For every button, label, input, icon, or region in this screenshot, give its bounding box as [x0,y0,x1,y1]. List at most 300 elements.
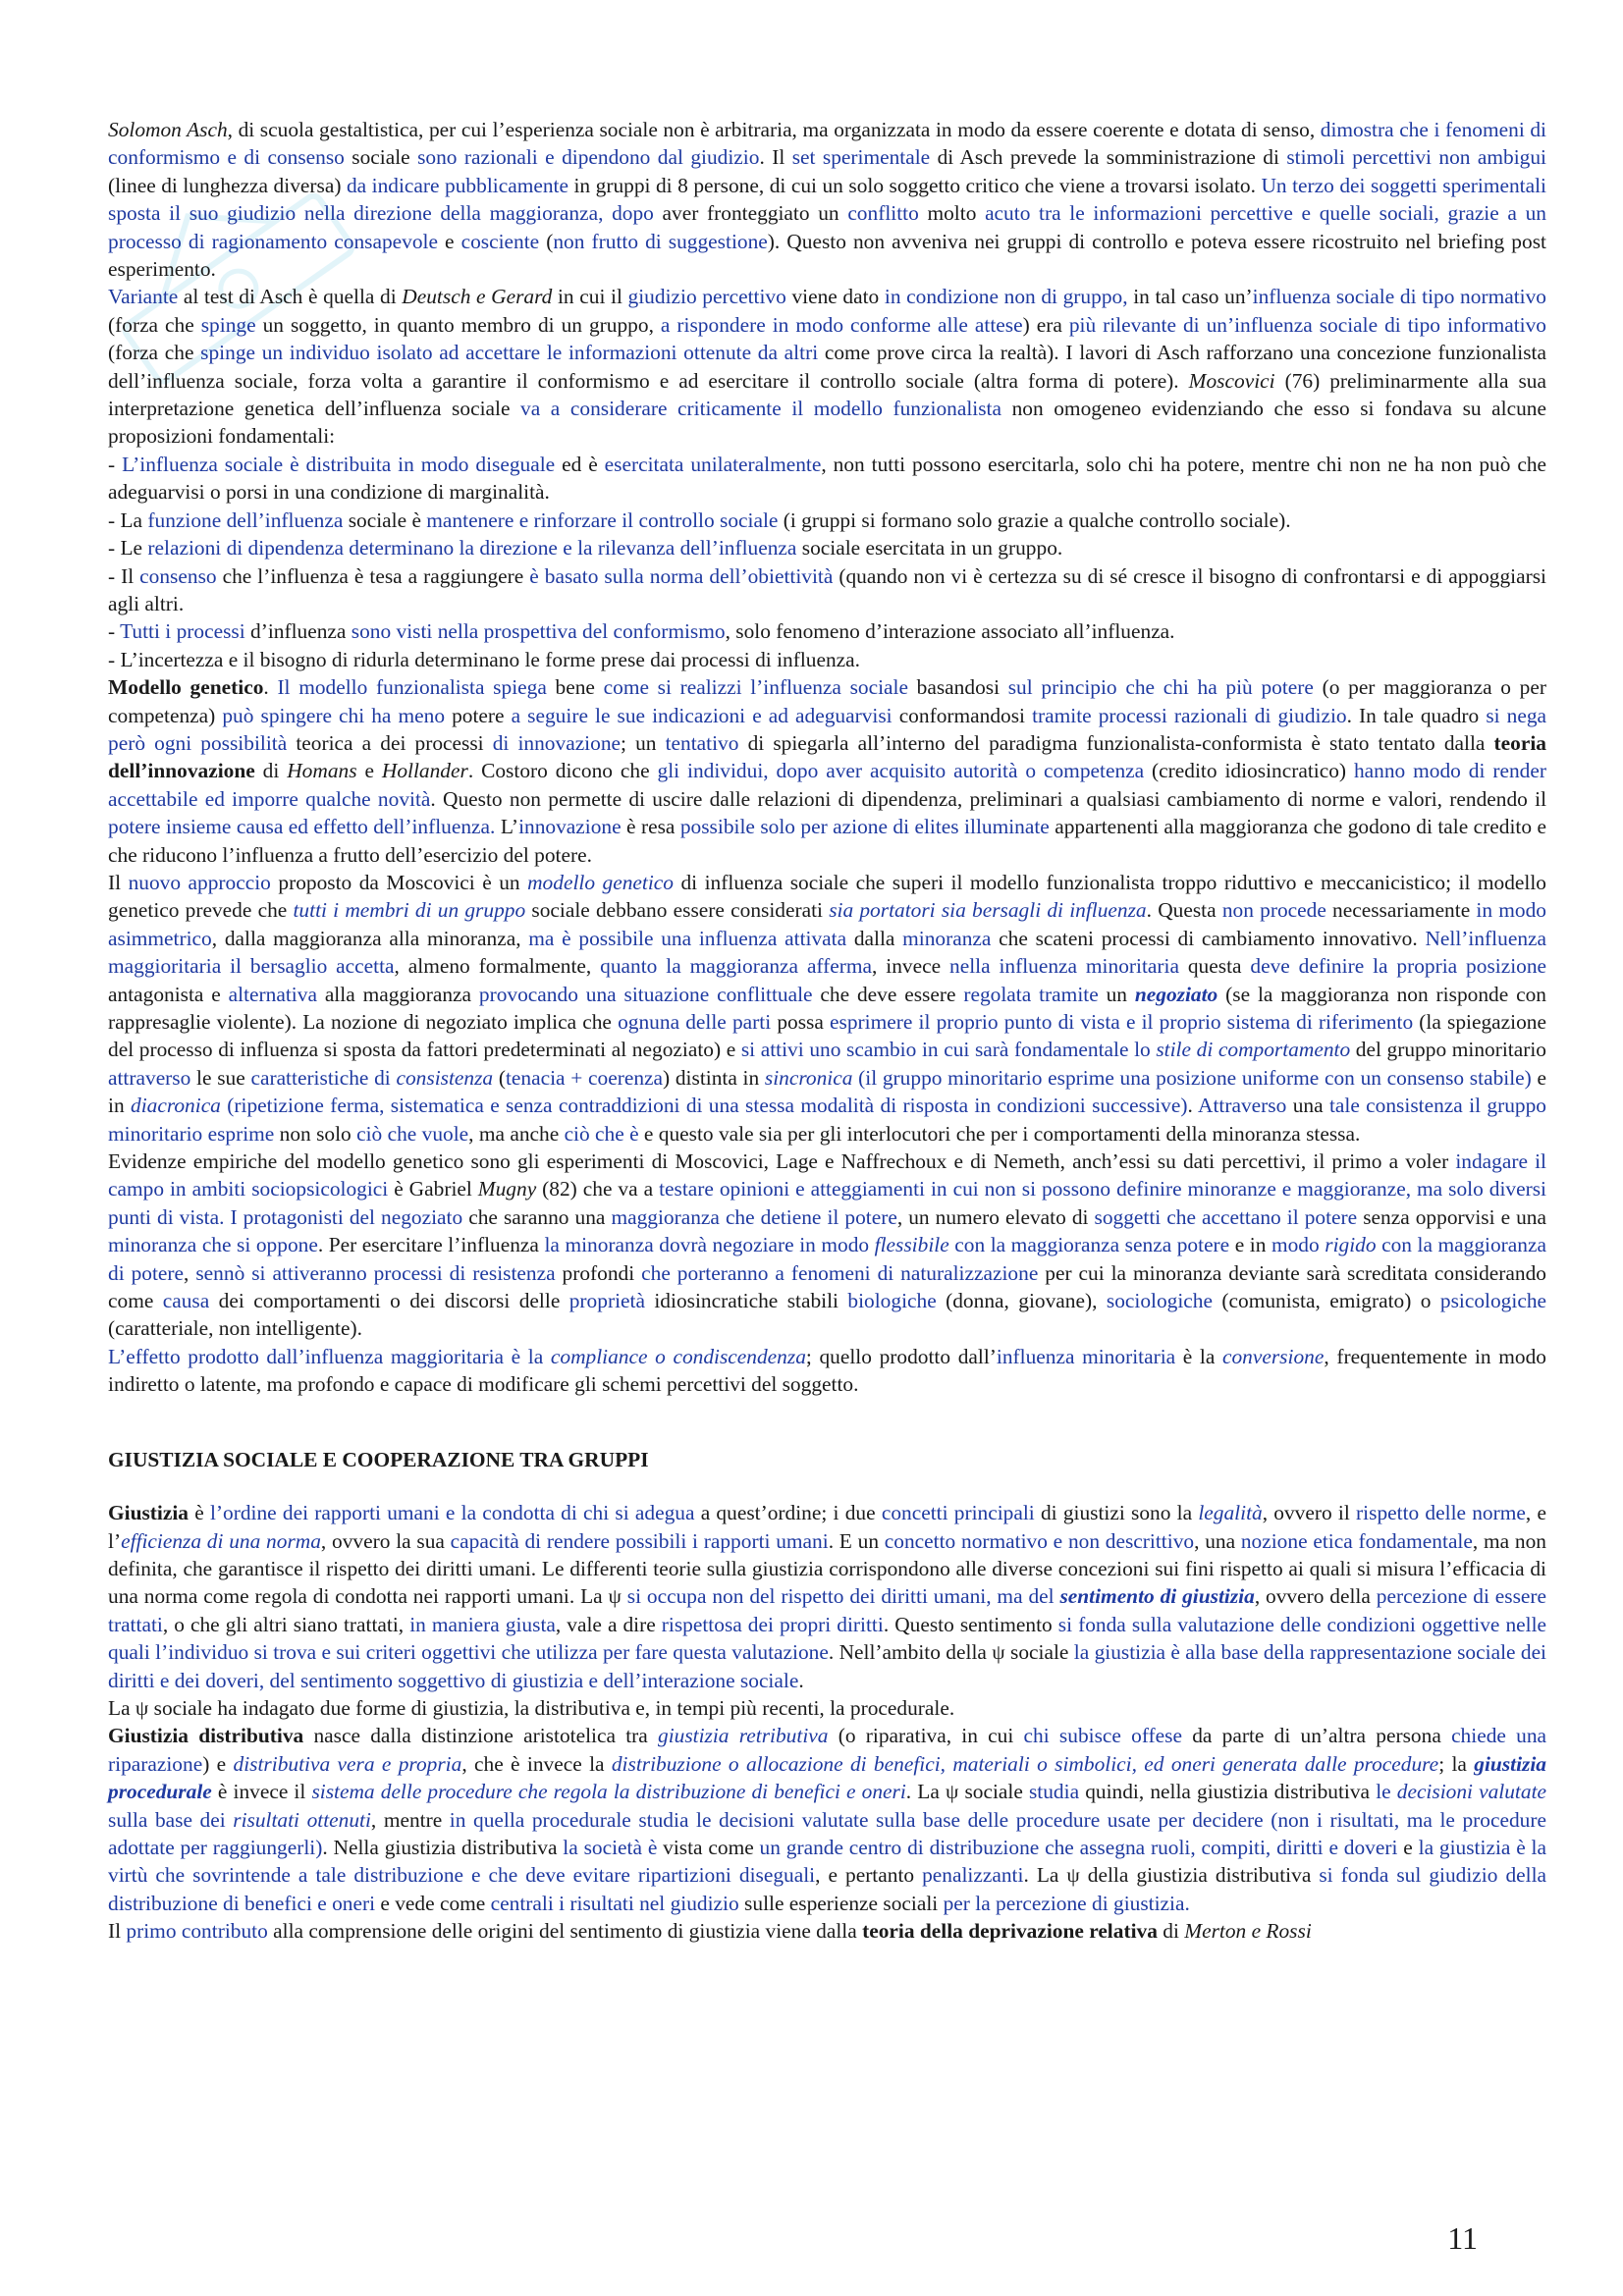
text-run-styled: dimostra che i fenomeni di conformismo e di consenso [108,118,1546,170]
text-run-styled: Mugny [477,1177,537,1201]
text-run-styled: esprimere il proprio punto di vista e il proprio sistema di riferimento [830,1010,1414,1034]
text-run: di giustizi sono la [1034,1501,1199,1525]
paragraph [108,673,1546,869]
text-run: alla comprensione delle origini del sentimento di giustizia viene dalla [267,1919,863,1944]
text-run-styled: attraverso [108,1065,191,1090]
text-run-styled: con la maggioranza di potere [108,1233,1546,1285]
text-run: dei comportamenti o dei discorsi delle [209,1289,569,1313]
text-run-styled: minoranza che si oppone [108,1233,318,1257]
text-run-styled: che porteranno a fenomeni di naturalizzazione [641,1260,1039,1285]
text-run: - Il [108,563,140,588]
text-run: proposto da Moscovici è un [270,870,528,894]
text-run: da parte di un’altra persona [1182,1724,1452,1748]
text-run-styled: tentativo [665,730,739,755]
text-run: ) distinta in [663,1065,765,1090]
text-run-styled: decisioni valutate [1396,1780,1547,1804]
text-run-styled: stimoli percettivi non ambigui [1286,145,1546,170]
text-run: come prove circa la realtà). I lavori di Asch rafforzano una concezione funzionalista dell’influenza sociale, forza volta a garantire il conformismo e ad esercitare il controllo sociale (altra forma di potere). [108,341,1546,393]
text-run: a quest’ordine; i due [694,1501,882,1525]
text-run-styled: conflitto [847,201,919,226]
text-run: , non tutti possono esercitarla, solo chi ha potere, mentre chi non ne ha non può che adeguarvisi o porsi in una condizione di marginalità. [108,452,1547,505]
text-run: bene [546,675,604,700]
document-body [108,116,1546,1946]
text-run-styled: sono razionali e dipendono dal giudizio [417,145,760,170]
text-run: alla maggioranza [316,982,479,1006]
text-run: d’influenza [244,619,352,644]
text-run: un soggetto, in quanto membro di un gruppo, [255,312,661,337]
text-run-styled: mantenere e rinforzare il controllo sociale [426,507,779,532]
text-run-styled: ognuna delle parti [618,1010,772,1034]
paragraph [108,562,1546,618]
text-run: le sue [190,1065,251,1090]
text-run: è la [1175,1344,1222,1368]
text-run: (linee di lunghezza diversa) [108,173,347,197]
text-run-styled: tutti i membri di un gruppo [293,898,526,923]
text-run: (o riparativa, in cui [828,1724,1024,1748]
text-run-styled: di innovazione [492,730,622,755]
paragraph [108,1499,1546,1694]
text-run: ( [493,1065,506,1090]
text-run: - [108,619,121,644]
text-run-styled: distributiva vera e propria [233,1751,462,1776]
text-run-styled: percezione di essere trattati [108,1584,1547,1636]
text-run-styled: è [529,563,539,588]
text-run-styled: consistenza [396,1065,494,1090]
text-run-styled: giudizio percettivo [627,285,786,309]
text-run-styled: rigido [1325,1233,1377,1257]
text-run-styled: indagare il campo in ambiti sociopsicologici [108,1149,1546,1201]
text-run-styled: primo contributo [126,1919,268,1944]
text-run-styled: Modello genetico [108,675,264,700]
text-run: che l’influenza è tesa a raggiungere [216,563,530,588]
text-run-styled: (il gruppo minoritario esprime una posizione uniforme con un consenso stabile) [858,1065,1532,1090]
paragraph [108,283,1546,450]
text-run: L’ [495,815,519,839]
text-run-styled: regolata tramite [963,982,1099,1006]
text-run: . Nella giustizia distributiva [322,1835,564,1859]
text-run: (la spiegazione del processo di influenza si sposta da fattori predeterminati al negoziato) e [108,1010,1546,1062]
text-run-styled: più rilevante di un’influenza sociale di tipo informativo [1068,312,1546,337]
page-number: 11 [1447,2220,1478,2256]
text-run: in gruppi di 8 persone, di cui un solo soggetto critico che viene a trovarsi isolato. [568,173,1262,197]
text-run: (forza che [108,341,201,365]
text-run: vista come [657,1835,760,1859]
text-run-styled: (ripetizione ferma, sistematica e senza contraddizioni di una stessa modalità di risposta in condizioni successive) [227,1094,1188,1118]
section-influenza-sociale [108,116,1546,1399]
text-run: - La [108,507,148,532]
text-run: , vale a dire [555,1612,662,1636]
text-run-styled: legalità [1198,1501,1263,1525]
text-run-styled: la società [563,1835,642,1859]
text-run-styled: si fonda sul giudizio della distribuzione di benefici e oneri [108,1863,1547,1915]
text-run-styled: ciò che è [564,1121,639,1146]
text-run-styled: sistema delle procedure che regola la distribuzione di benefici e oneri [311,1780,906,1804]
text-run: . Il [759,145,792,170]
text-run-styled: Nell’influenza maggioritaria il bersaglio accetta [108,926,1546,979]
text-run: necessariamente [1325,898,1477,923]
text-run: , ovvero la sua [320,1528,451,1553]
text-run-styled: va a considerare criticamente il modello funzionalista [520,397,1001,421]
text-run-styled: concetti principali [881,1501,1035,1525]
text-run: e [1397,1835,1419,1859]
text-run-styled: Merton e Rossi [1184,1919,1312,1944]
text-run: ; un [621,730,666,755]
text-run-styled: a rispondere in modo conforme alle attese [660,312,1023,337]
text-run: Il [108,870,129,894]
text-run-styled: a seguire le sue indicazioni e ad adeguarvisi [511,703,893,727]
text-run: e in [108,1065,1546,1118]
text-run-styled: in modo asimmetrico [108,898,1546,950]
text-run: è resa [621,815,680,839]
paragraph [108,507,1546,534]
text-run: ( [539,229,554,253]
text-run-styled: tramite processi razionali di giudizio [1032,703,1347,727]
text-run-styled: testare opinioni e atteggiamenti in cui non si possono definire minoranze e maggioranze, ma solo diversi punti di vista. I protagonisti del negoziato [108,1177,1546,1229]
text-run-styled: proprietà [568,1289,645,1313]
text-run-styled: spinge [200,312,256,337]
text-run-styled: diacronica [131,1094,221,1118]
text-run-styled: consenso [139,563,217,588]
text-run: (donna, giovane), [936,1289,1107,1313]
text-run-styled: innovazione [518,815,622,839]
text-run-styled: L’effetto prodotto dall’influenza maggioritaria è la [108,1344,544,1368]
text-run-styled: L’influenza sociale è distribuita in modo diseguale [122,452,556,476]
text-run-styled: possibile solo per azione di elites illuminate [679,815,1050,839]
text-run: , ma non definita, che garantisce il rispetto dei diritti umani. Le differenti teorie sulla giustizia corrispondono alle diverse concezioni sui fini rispetto ai quali si misura l’efficacia di una norma come regola di condotta nei rapporti umani. La ψ [108,1528,1546,1609]
text-run: , ma anche [468,1121,565,1146]
text-run-styled: tenacia + coerenza [505,1065,664,1090]
text-run: . [798,1668,804,1692]
text-run: , un numero elevato di [896,1204,1095,1229]
text-run-styled: si fonda sulla valutazione delle condizioni oggettive nelle quali l’individuo si trova e sui criteri oggettivi che utilizza per fare questa valutazione [108,1612,1547,1665]
text-run: , solo fenomeno d’interazione associato all’influenza. [725,619,1175,644]
text-run-styled: Solomon Asch [108,118,228,141]
text-run-styled: sulla base dei [108,1807,226,1832]
paragraph [108,1343,1546,1399]
text-run-styled: alternativa [228,982,317,1006]
text-run: è Gabriel [388,1177,478,1201]
text-run-styled: maggioranza che detiene il potere [611,1204,897,1229]
text-run: di [1157,1919,1185,1944]
text-run-styled: l’ordine dei rapporti umani e la condotta di chi si adegua [209,1501,695,1525]
text-run: . La ψ della giustizia distributiva [1023,1863,1320,1888]
text-run: teorica a dei processi [287,730,493,755]
text-run-styled: penalizzanti [922,1863,1024,1888]
text-run: , che è invece la [461,1751,612,1776]
text-run: (76) preliminarmente alla sua interpretazione genetica dell’influenza sociale [108,368,1546,421]
text-run-styled: distribuzione o allocazione di benefici, materiali o simbolici, ed oneri generata dalle procedure [611,1751,1439,1776]
text-run-styled: sociologiche [1106,1289,1213,1313]
text-run: e in [1229,1233,1271,1257]
text-run: dalla [846,926,903,950]
text-run-styled: chi subisce offese [1023,1724,1182,1748]
text-run: sulle esperienze sociali [738,1891,944,1915]
text-run-styled: concetto normativo e non descrittivo [884,1528,1195,1553]
text-run: di spiegarla all’interno del paradigma funzionalista-conformista è stato tentato dalla [738,730,1494,755]
text-run-styled: flessibile [874,1233,949,1257]
text-run-styled: negoziato [1134,982,1218,1006]
text-run: ). Questo non avveniva nei gruppi di controllo e poteva essere ricostruito nel briefing post esperimento. [108,229,1546,282]
text-run: e vede come [375,1891,491,1915]
text-run-styled: nella influenza minoritaria [949,954,1179,979]
paragraph [108,534,1546,561]
text-run-styled: la giustizia è alla base della rappresentazione sociale dei diritti e dei doveri, del sentimento soggettivo di giustizia e dell’interazione sociale [108,1640,1547,1692]
text-run: La ψ sociale ha indagato due forme di giustizia, la distributiva e, in tempi più recenti, la procedurale. [108,1695,955,1720]
text-run-styled: capacità di rendere possibili i rapporti umani [450,1528,829,1553]
text-run: ; la [1438,1751,1475,1776]
text-run-styled: sia portatori sia bersagli di influenza [829,898,1147,923]
text-run-styled: in condizione non di gruppo, [884,285,1128,309]
text-run-styled: causa [162,1289,210,1313]
text-run-styled: da indicare pubblicamente [346,173,568,197]
text-run-styled: (non i risultati, ma le procedure adottate per raggiungerli) [108,1807,1546,1859]
text-run: . La ψ sociale [905,1780,1029,1804]
text-run: , almeno formalmente, [394,954,601,979]
text-run-styled: nozione etica fondamentale [1240,1528,1473,1553]
text-run: che saranno una [462,1204,612,1229]
text-run: di [254,759,288,783]
text-run-styled: quanto la maggioranza afferma [600,954,873,979]
text-run: e [356,759,382,783]
text-run-styled: ciò che vuole [356,1121,469,1146]
text-run: appartenenti alla maggioranza che godono di tale credito e che riducono l’influenza a frutto dell’esercizio del potere. [108,815,1546,867]
paragraph [108,646,1546,673]
text-run: che scateni processi di cambiamento innovativo. [991,926,1426,950]
text-run-styled: chiede una riparazione [108,1724,1547,1776]
text-run-styled: non frutto di suggestione [553,229,768,253]
text-run-styled: sono visti nella prospettiva del conformismo [351,619,726,644]
text-run: - L’incertezza e il bisogno di ridurla determinano le forme prese dai processi di influenza. [108,647,861,671]
text-run: del gruppo minoritario [1350,1038,1547,1062]
text-run: - Le [108,536,148,561]
text-run: per cui la minoranza deviante sarà screditata considerando come [108,1260,1546,1313]
text-run: . Costoro dicono che [467,759,658,783]
text-run-styled: Homans [287,759,357,783]
text-run-styled: centrali i risultati nel giudizio [490,1891,739,1915]
text-run: quindi, nella giustizia distributiva [1079,1780,1377,1804]
text-run-styled: sentimento di giustizia [1059,1584,1255,1609]
text-run-styled: provocando una situazione conflittuale [478,982,813,1006]
text-run: di influenza sociale che superi il modello funzionalista troppo riduttivo e meccanicistico; il modello genetico prevede che [108,870,1547,923]
paragraph [108,116,1546,283]
text-run-styled: in quella procedurale studia le decisioni valutate sulla base delle procedure usate per decidere [449,1807,1264,1832]
text-run: , e l’ [108,1501,1546,1553]
text-run: conformandosi [892,703,1033,727]
text-run: è invece il [211,1780,312,1804]
text-run: in tal caso un’ [1127,285,1253,309]
text-run: senza opporvisi e una [1357,1204,1546,1229]
text-run: . E un [828,1528,885,1553]
text-run-styled: Deutsch e Gerard [402,285,553,309]
text-run: , ovvero della [1254,1584,1377,1609]
text-run-styled: sennò si attiveranno processi di resistenza [195,1260,556,1285]
text-run-styled: Attraverso [1198,1094,1287,1118]
text-run-styled: Tutti i processi [120,619,245,644]
text-run-styled: non procede [1221,898,1326,923]
paragraph [108,1694,1546,1722]
text-run: basandosi [907,675,1008,700]
text-run-styled: biologiche [847,1289,937,1313]
section-giustizia-sociale [108,1499,1546,1946]
text-run: una [1286,1094,1329,1118]
text-run: è [189,1501,210,1525]
text-run: sociale [344,145,418,170]
text-run: (82) che va a [536,1177,660,1201]
text-run-styled: acuto tra le informazioni percettive e quelle sociali, grazie a un processo di ragionamento consapevole [108,201,1546,253]
text-run-styled: si attivi uno scambio in cui sarà fondamentale lo [740,1038,1151,1062]
text-run: un [1098,982,1135,1006]
text-run-styled: ma è possibile una influenza attivata [528,926,847,950]
text-run: , dalla maggioranza alla minoranza, [211,926,529,950]
text-run: , e pertanto [815,1863,923,1888]
text-run: (comunista, emigrato) o [1213,1289,1440,1313]
paragraph [108,1148,1546,1343]
text-run-styled: spinge un individuo isolato ad accettare le informazioni ottenute da altri [200,341,819,365]
text-run-styled: soggetti che accettano il potere [1094,1204,1358,1229]
text-run-styled: compliance o condiscendenza [550,1344,806,1368]
text-run-styled: Variante [108,285,179,309]
text-run: , o che gli altri siano trattati, [162,1612,410,1636]
text-run: possa [771,1010,831,1034]
text-run: (quando non vi è certezza su di sé cresce il bisogno di confrontarsi e di appoggiarsi agli altri. [108,563,1547,615]
text-run-styled: modello genetico [527,870,674,894]
text-run-styled: gli individui, dopo aver acquisito autorità o competenza [657,759,1145,783]
text-run: (i gruppi si formano solo grazie a qualche controllo sociale). [778,507,1291,532]
text-run [543,1345,551,1368]
text-run: (o per maggioranza o per competenza) [108,675,1546,727]
text-run-styled: la minoranza dovrà negoziare in modo [544,1233,870,1257]
text-run: antagonista e [108,982,229,1006]
text-run-styled: Hollander [381,759,468,783]
text-run: (caratteriale, non intelligente). [108,1316,362,1341]
text-run: ed è [555,452,605,476]
text-run: non omogeneo evidenziando che esso si fondava su alcune proposizioni fondamentali: [108,397,1546,449]
text-run-styled: funzione dell’influenza [147,507,344,532]
text-run-styled: le [1376,1780,1391,1804]
text-run-styled: sincronica [764,1065,853,1090]
text-run: e [437,229,461,253]
text-run-styled: cosciente [460,229,540,253]
text-run-styled: set sperimentale [791,145,931,170]
text-run-styled: psicologiche [1439,1289,1547,1313]
text-run-styled: influenza minoritaria [996,1344,1176,1368]
text-run: , invece [872,954,949,979]
text-run: (se la maggioranza non risponde con rappresaglie violente). La nozione di negoziato implica che [108,982,1546,1034]
text-run: non solo [274,1121,357,1146]
text-run: . Questo sentimento [883,1612,1058,1636]
text-run-styled: Un terzo dei soggetti sperimentali sposta il suo giudizio nella direzione della maggioranza, dopo [108,173,1546,226]
text-run: profondi [555,1260,642,1285]
text-run: in cui il [552,285,628,309]
text-run: molto [918,201,986,226]
text-run: Evidenze empiriche del modello genetico sono gli esperimenti di Moscovici, Lage e Naffrechoux e di Nemeth, anch’essi su dati percettivi, il primo a voler [108,1149,1456,1174]
text-run: , frequentemente in modo indiretto o latente, ma profondo e capace di modificare gli schemi percettivi del soggetto. [108,1344,1546,1397]
text-run: Il [108,1919,127,1944]
text-run: (forza che [108,312,201,337]
text-run-styled: tale consistenza il gruppo minoritario esprime [108,1094,1546,1146]
text-run: . Questa [1146,898,1222,923]
text-run-styled: studia [1028,1780,1080,1804]
text-run: potere [445,703,512,727]
paragraph [108,617,1546,645]
text-run: - [108,452,123,476]
text-run: , [184,1260,196,1285]
text-run-styled: rispettosa dei propri diritti [661,1612,884,1636]
text-run-styled: relazioni di dipendenza determinano la direzione e la rilevanza dell’influenza [147,536,797,561]
text-run-styled: Il modello funzionalista spiega [277,675,547,700]
text-run: . Questo non permette di uscire dalle relazioni di dipendenza, preliminari a qualsiasi cambiamento di norme e valori, rendendo il [430,786,1547,811]
text-run-styled: come si realizzi l’influenza sociale [603,675,908,700]
text-run: e questo vale sia per gli interlocutori che per i comportamenti della minoranza stessa. [638,1121,1361,1146]
text-run: . Nell’ambito della ψ sociale [828,1640,1074,1665]
text-run: viene dato [785,285,885,309]
text-run: idiosincratiche stabili [644,1289,848,1313]
text-run-styled: giustizia retributiva [658,1724,829,1748]
text-run-styled: modo [1271,1233,1320,1257]
text-run: aver fronteggiato un [653,201,848,226]
text-run-styled: si occupa non del rispetto dei diritti umani, ma del [626,1584,1055,1609]
text-run-styled: efficienza di una norma [121,1528,321,1553]
text-run-styled: per la percezione di giustizia. [943,1891,1190,1915]
text-run-styled: sul principio che chi ha più potere [1007,675,1314,700]
text-run-styled: teoria della deprivazione relativa [862,1919,1158,1944]
text-run-styled: conversione [1221,1344,1325,1368]
text-run-styled: Giustizia distributiva [108,1724,304,1748]
text-run-styled: un grande centro di distribuzione che assegna ruoli, compiti, diritti e doveri [759,1835,1398,1859]
text-run-styled: hanno modo di render accettabile ed imporre qualche novità [108,759,1546,811]
paragraph [108,451,1546,507]
section-heading: GIUSTIZIA SOCIALE E COOPERAZIONE TRA GRUPPI [108,1447,649,1471]
text-run-styled: la giustizia è la virtù che sovrintende a tale distribuzione e che deve evitare ripartizioni diseguali [108,1835,1546,1888]
text-run-styled: potere insieme causa ed effetto dell’influenza. [108,815,496,839]
text-run: , di scuola gestaltistica, per cui l’esperienza sociale non è arbitraria, ma organizzata in modo da essere coerente e dotata di senso, [227,118,1321,141]
text-run: ) era [1022,312,1069,337]
text-run: sociale esercitata in un gruppo. [796,536,1063,561]
text-run: , ovvero il [1262,1501,1357,1525]
text-run-styled: nuovo approccio [128,870,271,894]
text-run: . [263,675,278,700]
text-run: . Per esercitare l’influenza [317,1233,545,1257]
text-run-styled: è [647,1835,658,1859]
text-run: , una [1194,1528,1241,1553]
text-run: sociale debbano essere considerati [525,898,830,923]
text-run: di Asch prevede la somministrazione di [930,145,1287,170]
text-run: al test di Asch è quella di [178,285,403,309]
text-run-styled: giustizia procedurale [108,1751,1546,1804]
text-run: . [1187,1094,1199,1118]
text-run: questa [1178,954,1251,979]
text-run: ) e [202,1751,234,1776]
text-run: ; quello prodotto dall’ [805,1344,997,1368]
text-run: che deve essere [812,982,964,1006]
text-run-styled: influenza sociale di tipo normativo [1252,285,1546,309]
text-run: . In tale quadro [1346,703,1487,727]
text-run-styled: deve definire la propria posizione [1250,954,1547,979]
paragraph [108,1917,1546,1945]
text-run-styled: stile di comportamento [1156,1038,1351,1062]
text-run-styled: Moscovici [1188,368,1275,393]
text-run-styled: rispetto delle norme [1356,1501,1526,1525]
text-run: sociale è [343,507,427,532]
text-run-styled: si nega però ogni possibilità [108,703,1547,755]
text-run-styled: può spingere chi ha meno [222,703,446,727]
text-run-styled: basato sulla norma dell’obiettività [544,563,834,588]
text-run-styled: minoranza [902,926,992,950]
text-run-styled: Giustizia [108,1501,189,1525]
paragraph [108,869,1546,1148]
text-run-styled: con la maggioranza senza potere [954,1233,1230,1257]
paragraph [108,1722,1546,1917]
